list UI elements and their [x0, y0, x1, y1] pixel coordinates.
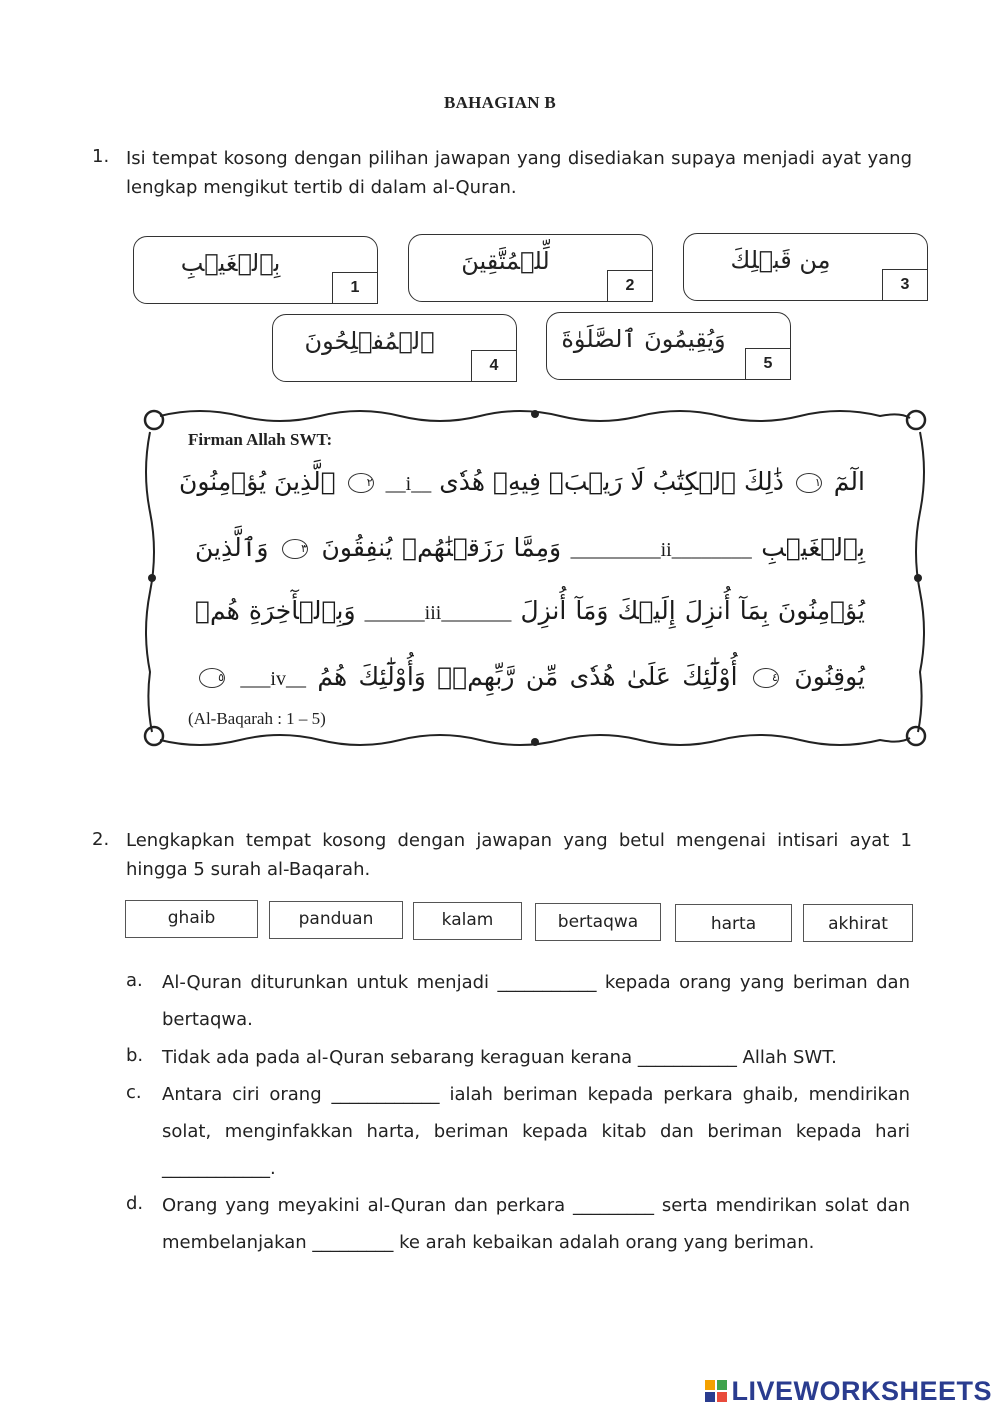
item-c-letter: c.: [126, 1082, 142, 1103]
ayah-marker: ٣: [282, 539, 308, 559]
answer-option-number: 3: [882, 269, 928, 301]
ayah-marker: ١: [796, 473, 822, 493]
item-b-text: Tidak ada pada al-Quran sebarang keraguan kerana ___________ Allah SWT.: [162, 1047, 837, 1068]
verse-text: وَمِمَّا رَزَقۡنَٰهُمۡ يُنفِقُونَ: [321, 533, 562, 562]
answer-option-arabic: بِٱلۡغَيۡبِ: [180, 249, 281, 277]
verse-line-2: [195, 533, 865, 562]
answer-option-arabic: مِن قَبۡلِكَ: [730, 246, 831, 274]
section-title: BAHAGIAN B: [443, 93, 557, 112]
question-1-text: Isi tempat kosong dengan pilihan jawapan yang disediakan supaya menjadi ayat yang lengkap mengikut tertib di dalam al-Quran.: [126, 148, 912, 198]
verse-text: يُوقِنُونَ: [794, 662, 865, 691]
answer-option-number: 1: [332, 272, 378, 304]
answer-option-number: 2: [607, 270, 653, 302]
question-2-text: Lengkapkan tempat kosong dengan jawapan yang betul mengenai intisari ayat 1 hingga 5 surah al-Baqarah.: [126, 830, 912, 880]
ayah-marker: ٥: [199, 668, 225, 688]
brand-text: LIVEWORKSHEETS: [731, 1376, 992, 1406]
item-a-text: Al-Quran diturunkan untuk menjadi ___________ kepada orang yang beriman dan bertaqwa.: [162, 972, 910, 1030]
answer-option-arabic: لِّلۡمُتَّقِينَ: [461, 247, 550, 275]
verse-text: ذَٰلِكَ ٱلۡكِتَٰبُ لَا رَيۡبَۛ فِيهِۛ هُدٗى: [439, 467, 784, 496]
verse-text: ٱلَّذِينَ يُؤۡمِنُونَ: [179, 467, 336, 496]
answer-option-number: 4: [471, 350, 517, 382]
word-bank-item[interactable]: kalam: [413, 902, 522, 940]
blank-iv[interactable]: ___iv__: [240, 668, 306, 690]
question-1-number: 1.: [92, 146, 110, 167]
answer-option-5[interactable]: [546, 312, 791, 380]
blank-i[interactable]: __i__: [385, 473, 432, 495]
verse-line-1: [179, 467, 865, 496]
verse-line-4: [195, 662, 865, 691]
answer-option-2[interactable]: [408, 234, 653, 302]
liveworksheets-brand: [705, 1376, 992, 1407]
word-bank-item[interactable]: harta: [675, 904, 792, 942]
passage-heading: Firman Allah SWT:: [188, 430, 333, 449]
verse-text: أُوْلَٰٓئِكَ عَلَىٰ هُدٗى مِّن رَّبِّهِمۡۖ وَأُوْلَٰٓئِكَ هُمُ: [317, 662, 738, 691]
ayah-marker: ٤: [753, 668, 779, 688]
item-a-letter: a.: [126, 970, 143, 991]
verse-text: بِٱلۡغَيۡبِ: [761, 533, 866, 562]
word-bank-item[interactable]: bertaqwa: [535, 903, 661, 941]
answer-option-number: 5: [745, 348, 791, 380]
word-bank-item[interactable]: ghaib: [125, 900, 258, 938]
surah-reference: (Al-Baqarah : 1 – 5): [188, 709, 326, 728]
blank-ii[interactable]: _________ii________: [570, 539, 752, 561]
verse-text: الٓمٓ: [833, 467, 865, 496]
answer-option-arabic: وَيُقِيمُونَ ٱلصَّلَوٰةَ: [561, 325, 726, 353]
verse-text: وَٱلَّذِينَ: [195, 533, 269, 562]
blank-iii[interactable]: ______iii_______: [364, 602, 512, 624]
answer-option-arabic: ٱلۡمُفۡلِحُونَ: [304, 327, 435, 355]
answer-option-3[interactable]: [683, 233, 928, 301]
answer-option-4[interactable]: [272, 314, 517, 382]
item-c-text: Antara ciri orang ____________ ialah beriman kepada perkara ghaib, mendirikan solat, menginfakkan harta, beriman kepada kitab dan beriman kepada hari ____________.: [162, 1084, 910, 1179]
item-d-letter: d.: [126, 1193, 144, 1214]
item-d-text: Orang yang meyakini al-Quran dan perkara _________ serta mendirikan solat dan membelanjakan _________ ke arah kebaikan adalah orang yang beriman.: [162, 1195, 910, 1253]
verse-line-3: [195, 596, 865, 625]
item-b-letter: b.: [126, 1045, 144, 1066]
verse-text: يُؤۡمِنُونَ بِمَآ أُنزِلَ إِلَيۡكَ وَمَآ أُنزِلَ: [520, 596, 866, 625]
ayah-marker: ٢: [348, 473, 374, 493]
verse-text: وَبِٱلۡأٓخِرَةِ هُمۡ: [195, 596, 356, 625]
word-bank-item[interactable]: akhirat: [803, 904, 913, 942]
question-2-number: 2.: [92, 829, 110, 850]
liveworksheets-logo-icon: [705, 1378, 727, 1400]
answer-option-1[interactable]: [133, 236, 378, 304]
word-bank-item[interactable]: panduan: [269, 901, 403, 939]
ornate-frame: [140, 402, 930, 754]
